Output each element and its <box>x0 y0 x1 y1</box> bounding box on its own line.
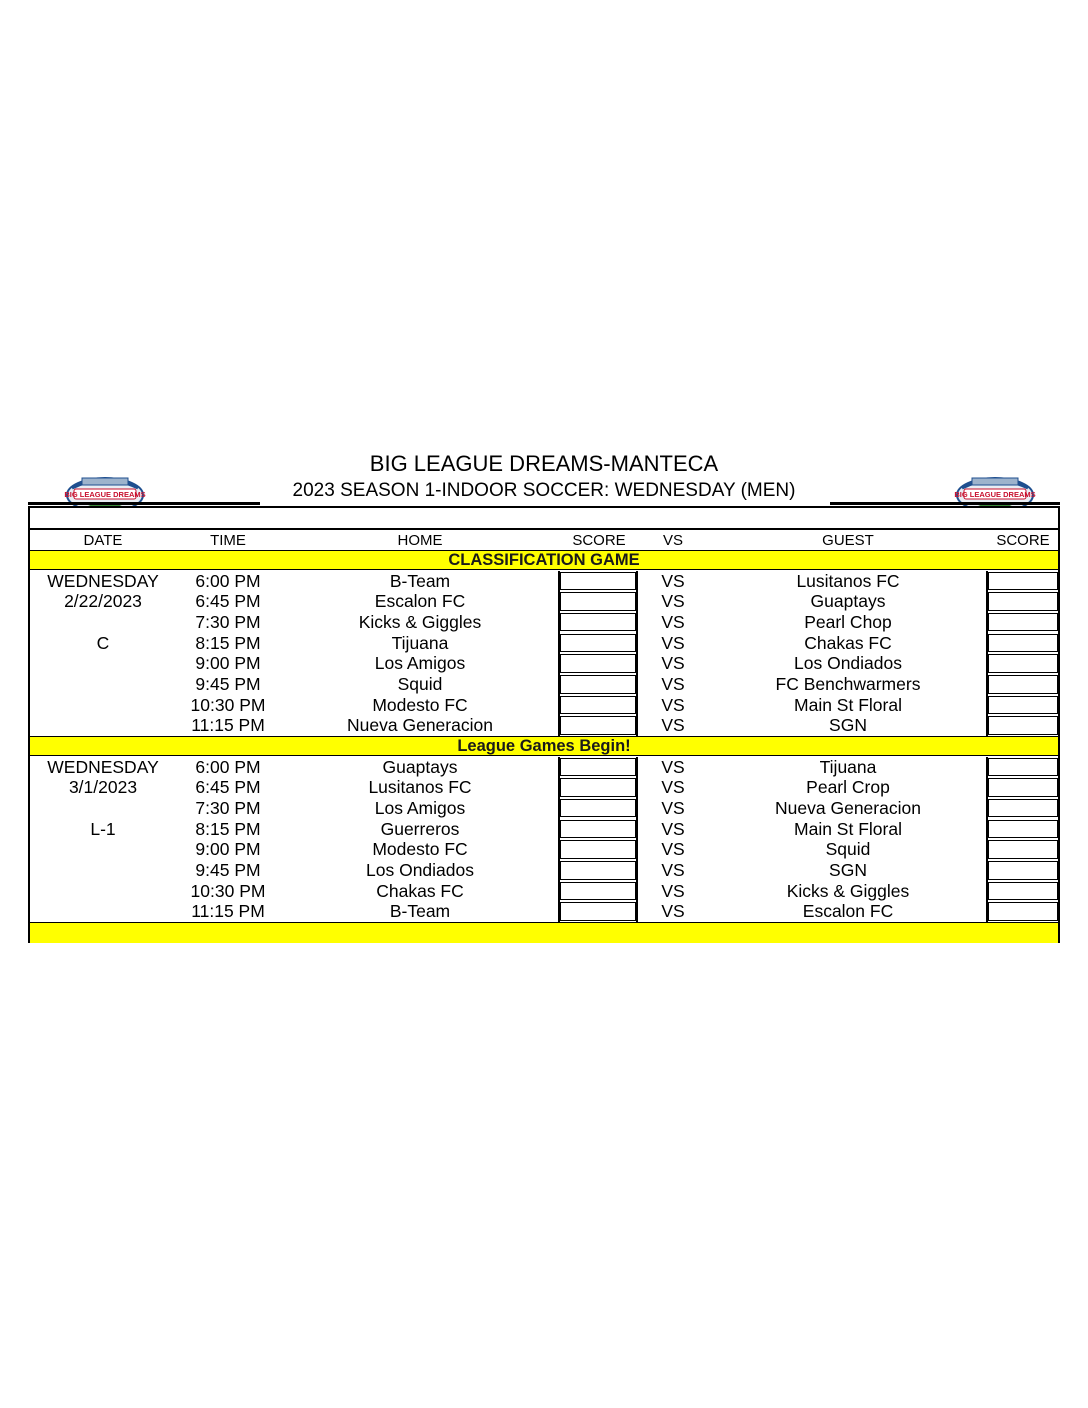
guest-team: FC Benchwarmers <box>775 674 921 694</box>
col-guest-score: SCORE <box>996 532 1050 549</box>
game-row <box>30 653 1058 674</box>
game-time: 8:15 PM <box>195 818 261 839</box>
col-date: DATE <box>83 532 123 549</box>
game-time: 9:45 PM <box>195 860 261 880</box>
date-line: WEDNESDAY <box>47 570 159 591</box>
page-title: BIG LEAGUE DREAMS-MANTECA <box>369 451 719 476</box>
game-time: 10:30 PM <box>190 694 266 715</box>
home-score-box[interactable] <box>560 613 636 632</box>
date-line: L-1 <box>90 818 116 839</box>
guest-score-box[interactable] <box>988 778 1058 797</box>
col-home: HOME <box>397 532 443 549</box>
home-score-box[interactable] <box>560 634 636 653</box>
page-subtitle: 2023 SEASON 1-INDOOR SOCCER: WEDNESDAY (MEN) <box>292 480 796 501</box>
home-team: Los Amigos <box>374 797 466 818</box>
home-score-box[interactable] <box>560 861 636 880</box>
guest-score-box[interactable] <box>988 696 1058 715</box>
vs-label: VS <box>661 777 685 798</box>
home-score-box[interactable] <box>560 820 636 839</box>
home-score-box[interactable] <box>560 675 636 694</box>
game-time: 7:30 PM <box>195 611 261 632</box>
home-team: Squid <box>397 674 443 694</box>
vs-label: VS <box>661 860 685 880</box>
vs-label: VS <box>661 653 685 674</box>
guest-score-box[interactable] <box>988 592 1058 611</box>
guest-score-box[interactable] <box>988 634 1058 653</box>
home-team: Chakas FC <box>376 880 464 901</box>
date-line: 3/1/2023 <box>68 777 138 798</box>
home-team: B-Team <box>389 901 451 922</box>
vs-label: VS <box>661 901 685 922</box>
vs-label: VS <box>661 818 685 839</box>
guest-score-box[interactable] <box>988 882 1058 901</box>
game-row <box>30 777 1058 798</box>
game-time: 6:00 PM <box>195 756 261 777</box>
home-team: Lusitanos FC <box>368 777 472 798</box>
home-team: Guaptays <box>382 756 458 777</box>
guest-score-box[interactable] <box>988 799 1058 818</box>
schedule-table <box>28 506 1060 943</box>
game-time: 7:30 PM <box>195 797 261 818</box>
col-vs: VS <box>662 532 683 549</box>
home-score-box[interactable] <box>560 592 636 611</box>
game-time: 11:15 PM <box>191 901 265 922</box>
guest-team: Main St Floral <box>794 818 902 839</box>
game-row <box>30 798 1058 819</box>
game-time: 9:00 PM <box>195 839 261 860</box>
col-home-score: SCORE <box>572 532 626 549</box>
home-score-box[interactable] <box>560 882 636 901</box>
home-score-box[interactable] <box>560 696 636 715</box>
title-rule-left <box>28 502 260 505</box>
game-time: 10:30 PM <box>190 880 266 901</box>
home-team: Nueva Generacion <box>347 715 493 736</box>
home-team: Modesto FC <box>372 694 468 715</box>
guest-score-box[interactable] <box>988 902 1058 921</box>
logo-text: BIG LEAGUE DREAMS <box>64 490 146 499</box>
vs-label: VS <box>661 880 685 901</box>
guest-team: Nueva Generacion <box>775 797 921 818</box>
home-team: Modesto FC <box>372 839 468 860</box>
vs-label: VS <box>661 611 685 632</box>
game-time: 9:00 PM <box>195 653 261 674</box>
home-score-box[interactable] <box>560 902 636 921</box>
guest-score-box[interactable] <box>988 716 1058 735</box>
footer-band <box>30 922 1058 943</box>
home-score-box[interactable] <box>560 758 636 777</box>
game-row <box>30 757 1058 778</box>
guest-team: Los Ondiados <box>794 653 902 674</box>
guest-score-box[interactable] <box>988 654 1058 673</box>
vs-label: VS <box>661 797 685 818</box>
home-team: B-Team <box>389 570 451 591</box>
game-row <box>30 839 1058 860</box>
game-row <box>30 881 1058 902</box>
game-row <box>30 591 1058 612</box>
home-score-box[interactable] <box>560 716 636 735</box>
vs-label: VS <box>661 674 685 694</box>
column-header-row <box>30 529 1058 550</box>
game-row <box>30 674 1058 695</box>
guest-team: Chakas FC <box>804 632 892 653</box>
guest-score-box[interactable] <box>988 861 1058 880</box>
home-score-box[interactable] <box>560 572 636 591</box>
guest-team: Escalon FC <box>802 901 894 922</box>
guest-team: Kicks & Giggles <box>786 880 910 901</box>
section-banner: League Games Begin! <box>30 736 1058 756</box>
game-row <box>30 715 1058 736</box>
guest-team: Pearl Chop <box>804 611 892 632</box>
game-row <box>30 901 1058 922</box>
guest-team: Guaptays <box>810 591 886 612</box>
guest-team: Pearl Crop <box>806 777 890 798</box>
guest-score-box[interactable] <box>988 758 1058 777</box>
game-row <box>30 695 1058 716</box>
vs-label: VS <box>661 632 685 653</box>
game-row <box>30 571 1058 592</box>
guest-team: Squid <box>825 839 871 860</box>
home-team: Escalon FC <box>374 591 466 612</box>
guest-score-box[interactable] <box>988 613 1058 632</box>
vs-label: VS <box>661 839 685 860</box>
game-time: 6:00 PM <box>195 570 261 591</box>
game-time: 9:45 PM <box>195 674 261 694</box>
vs-label: VS <box>661 591 685 612</box>
home-score-box[interactable] <box>560 840 636 859</box>
guest-team: Main St Floral <box>794 694 902 715</box>
guest-score-box[interactable] <box>988 840 1058 859</box>
guest-team: Lusitanos FC <box>796 570 900 591</box>
game-row <box>30 819 1058 840</box>
guest-team: SGN <box>829 860 867 880</box>
section-banner: CLASSIFICATION GAME <box>30 550 1058 570</box>
home-score-box[interactable] <box>560 778 636 797</box>
game-time: 6:45 PM <box>195 777 261 798</box>
date-line: 2/22/2023 <box>64 591 142 612</box>
home-team: Tijuana <box>391 632 449 653</box>
title-rule-right <box>830 502 1060 505</box>
home-team: Los Amigos <box>374 653 466 674</box>
vs-label: VS <box>661 756 685 777</box>
home-score-box[interactable] <box>560 654 636 673</box>
vs-label: VS <box>661 694 685 715</box>
home-team: Guerreros <box>380 818 460 839</box>
col-guest: GUEST <box>822 532 874 549</box>
guest-team: Tijuana <box>819 756 877 777</box>
guest-team: SGN <box>829 715 867 736</box>
game-row <box>30 612 1058 633</box>
game-time: 6:45 PM <box>195 591 261 612</box>
vs-label: VS <box>661 570 685 591</box>
guest-score-box[interactable] <box>988 572 1058 591</box>
home-score-box[interactable] <box>560 799 636 818</box>
guest-score-box[interactable] <box>988 675 1058 694</box>
game-time: 8:15 PM <box>195 632 261 653</box>
date-line: C <box>96 632 110 653</box>
logo-text: BIG LEAGUE DREAMS <box>954 490 1036 499</box>
vs-label: VS <box>661 715 685 736</box>
col-time: TIME <box>210 532 246 549</box>
game-time: 11:15 PM <box>191 715 265 736</box>
guest-score-box[interactable] <box>988 820 1058 839</box>
home-team: Kicks & Giggles <box>358 611 482 632</box>
game-row <box>30 860 1058 881</box>
date-line: WEDNESDAY <box>47 756 159 777</box>
home-team: Los Ondiados <box>366 860 474 880</box>
game-row <box>30 633 1058 654</box>
